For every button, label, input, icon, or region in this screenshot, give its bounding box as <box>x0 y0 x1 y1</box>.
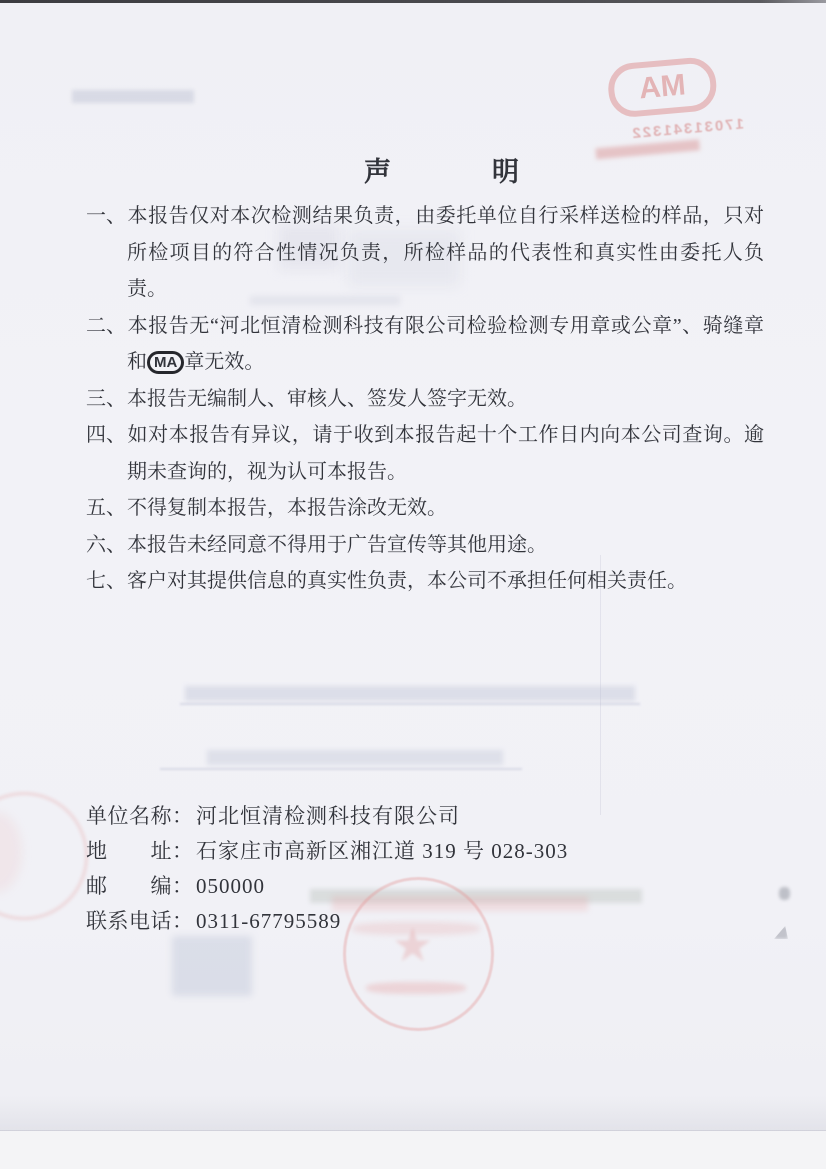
contact-value: 0311-67795589 <box>196 909 342 933</box>
contact-row <box>86 904 568 939</box>
item-text: 本报告无“河北恒清检测科技有限公司检验检测专用章或公章”、骑缝章和 MA 章无效。 <box>127 314 764 373</box>
bleedthrough-underline <box>180 703 640 705</box>
item-number: 四、 <box>86 424 126 446</box>
statement-item <box>86 308 764 381</box>
item-text: 客户对其提供信息的真实性负责，本公司不承担任何相关责任。 <box>127 570 687 592</box>
statement-item <box>86 490 764 527</box>
scan-top-edge <box>0 0 826 3</box>
contact-label: 联系电话： <box>86 909 194 933</box>
statement-item <box>86 198 764 308</box>
bleedthrough-underlined-field <box>185 686 635 701</box>
contact-row <box>86 834 568 869</box>
seal-text-row <box>366 982 466 994</box>
item-text: 本报告未经同意不得用于广告宣传等其他用途。 <box>127 533 547 556</box>
cma-stamp-bleedthrough <box>588 54 746 160</box>
contact-row <box>86 799 568 834</box>
faint-watermark-text <box>72 90 194 103</box>
statement-item <box>86 381 764 418</box>
item-number: 五、 <box>86 497 126 519</box>
bleedthrough-underline <box>160 768 522 770</box>
bleedthrough-underlined-field <box>207 750 503 765</box>
qr-code-bleedthrough <box>172 936 252 996</box>
item-number: 一、 <box>86 205 126 227</box>
contact-value: 050000 <box>196 874 265 898</box>
contact-info-block <box>86 799 568 939</box>
page-title <box>364 150 520 189</box>
title-char-1: 声 <box>364 157 392 187</box>
pen-mark <box>774 926 788 939</box>
contact-label: 邮 编： <box>86 874 194 898</box>
contact-label: 地 址： <box>86 839 194 863</box>
scan-bottom-shadow <box>0 1096 826 1130</box>
statement-item <box>86 417 764 490</box>
item-text: 不得复制本报告，本报告涂改无效。 <box>127 497 447 519</box>
item-text: 如对本报告有异议，请于收到本报告起十个工作日内向本公司查询。逾期未查询的，视为认可本报告。 <box>127 424 764 483</box>
contact-row <box>86 869 568 904</box>
item-text: 本报告仅对本次检测结果负责，由委托单位自行采样送检的样品，只对所检项目的符合性情况负责，所检样品的代表性和真实性由委托人负责。 <box>127 205 764 300</box>
statement-items <box>86 198 764 600</box>
item-number: 二、 <box>86 314 126 337</box>
cma-certificate-number: 17031341322 <box>629 115 745 143</box>
pen-mark <box>779 887 790 900</box>
item-number: 三、 <box>86 387 126 410</box>
contact-value: 河北恒清检测科技有限公司 <box>196 804 460 828</box>
item-number: 七、 <box>86 570 126 592</box>
seal-star-icon: ★ <box>392 920 434 971</box>
title-char-2: 明 <box>492 157 520 187</box>
contact-value: 石家庄市高新区湘江道 319 号 028-303 <box>196 839 569 863</box>
scan-bottom-strip <box>0 1131 826 1169</box>
contact-label: 单位名称： <box>86 804 194 828</box>
statement-item <box>86 563 764 600</box>
statement-item <box>86 527 764 564</box>
item-number: 六、 <box>86 533 126 556</box>
cma-mark-icon: MA <box>606 56 718 119</box>
item-text: 本报告无编制人、审核人、签发人签字无效。 <box>127 387 527 410</box>
cma-mark-inline-icon: MA <box>147 351 184 374</box>
